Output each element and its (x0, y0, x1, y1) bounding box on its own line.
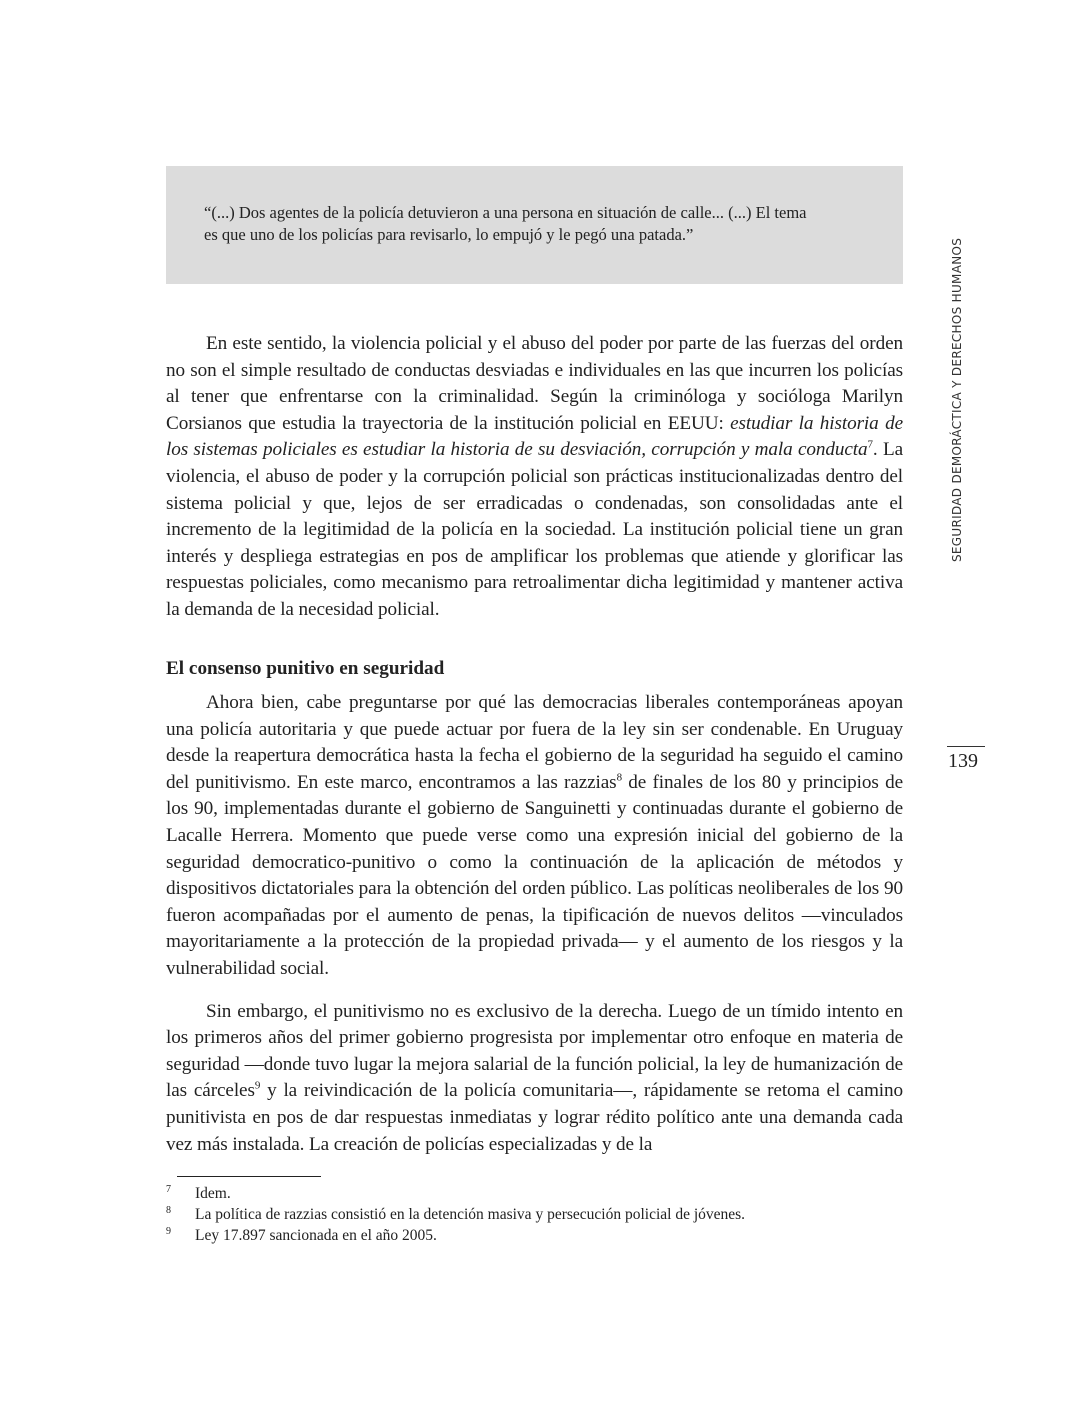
footnote-text: Ley 17.897 sancionada en el año 2005. (195, 1227, 437, 1244)
footnotes (166, 1183, 745, 1246)
footnote-ref: 9 (254, 1079, 261, 1092)
footnote (166, 1204, 745, 1225)
running-title: SEGURIDAD DEMORÁCTICA Y DERECHOS HUMANOS (950, 237, 964, 562)
paragraph-text: Ahora bien, cabe preguntarse por qué las democracias liberales contemporáneas apoyan una policía autoritaria y que puede actuar por fuera de la ley sin ser condenable. En Uruguay desde la reapertura democrática hasta la fecha el gobierno de la seguridad ha seguido el camino del punitivismo. En este marco, encontramos a las razzias (166, 692, 903, 793)
body-section-2 (166, 690, 903, 1158)
footnote-number: 8 (166, 1205, 171, 1216)
paragraph (166, 331, 903, 624)
section-heading: El consenso punitivo en seguridad (166, 658, 445, 679)
page-number: 139 (948, 750, 978, 772)
footnote-ref: 7 (867, 438, 873, 451)
paragraph-text: y la reivindicación de la policía comunitaria—, rápidamente se retoma el camino punitivista en pos de dar respuestas inmediatas y lograr rédito político ante una demanda cada vez más instalada. La creación de policías especializadas y de la (166, 1080, 903, 1155)
body-section-1 (166, 331, 903, 624)
paragraph-text: Sin embargo, el punitivismo no es exclusivo de la derecha. Luego de un tímido intento en los primeros años del primer gobierno progresista por implementar otro enfoque en materia de seguridad —donde tuvo lugar la mejora salarial de la función policial, la ley de humanización de las cárceles (166, 1000, 903, 1102)
footnote-number: 7 (166, 1184, 171, 1195)
footnote-ref: 8 (616, 771, 622, 784)
footnote-text: La política de razzias consistió en la detención masiva y persecución policial de jóvenes. (195, 1206, 746, 1223)
italic-quote: estudiar la historia de los sistemas policiales es estudiar la historia de su desviación, corrupción y mala conducta (166, 412, 903, 461)
paragraph-text: En este sentido, la violencia policial y el abuso del poder por parte de las fuerzas del orden no son el simple resultado de conductas desviadas e individuales en las que incurren los policías al tener que enfrentarse con la criminalidad. Según la criminóloga y socióloga Marilyn Corsianos que estudia la trayectoria de la institución policial en EEUU: (166, 333, 903, 434)
blockquote (166, 166, 903, 284)
footnote (166, 1225, 745, 1246)
footnote-divider (177, 1176, 321, 1177)
paragraph-text: de finales de los 80 y principios de los 90, implementadas durante el gobierno de Sanguinetti y continuadas durante el gobierno de Lacalle Herrera. Momento que puede verse como una expresión inicial del gobierno de la seguridad democratico-punitivo o como la continuación de la aplicación de métodos y dispositivos dictatoriales para la obtención del orden público. Las políticas neoliberales de los 90 fueron acompañadas por el aumento de penas, la tipificación de nuevos delitos —vinculados mayoritariamente a la protección de la propiedad privada— y el aumento de los riesgos y la vulnerabilidad social. (166, 771, 903, 979)
footnote-text: Idem. (195, 1185, 231, 1202)
paragraph-text: . La violencia, el abuso de poder y la corrupción policial son prácticas institucionalizadas dentro del sistema policial y que, lejos de ser erradicadas o condenadas, son consolidadas ante el incremento de la legitimidad de la policía en la sociedad. La institución policial tiene un gran interés y despliega estrategias en pos de amplificar los problemas que atiende y glorificar las respuestas policiales, como mecanismo para retroalimentar dicha legitimidad y mantener activa la demanda de la necesidad policial. (166, 439, 903, 620)
quote-line: es que uno de los policías para revisarlo, lo empujó y le pegó una patada.” (204, 225, 694, 244)
footnote (166, 1183, 745, 1204)
quote-line: “(...) Dos agentes de la policía detuvieron a una persona en situación de calle... (...) El tema (204, 203, 807, 222)
paragraph (166, 999, 903, 1159)
paragraph (166, 690, 903, 983)
footnote-number: 9 (166, 1226, 171, 1237)
page-number-rule (947, 746, 985, 747)
